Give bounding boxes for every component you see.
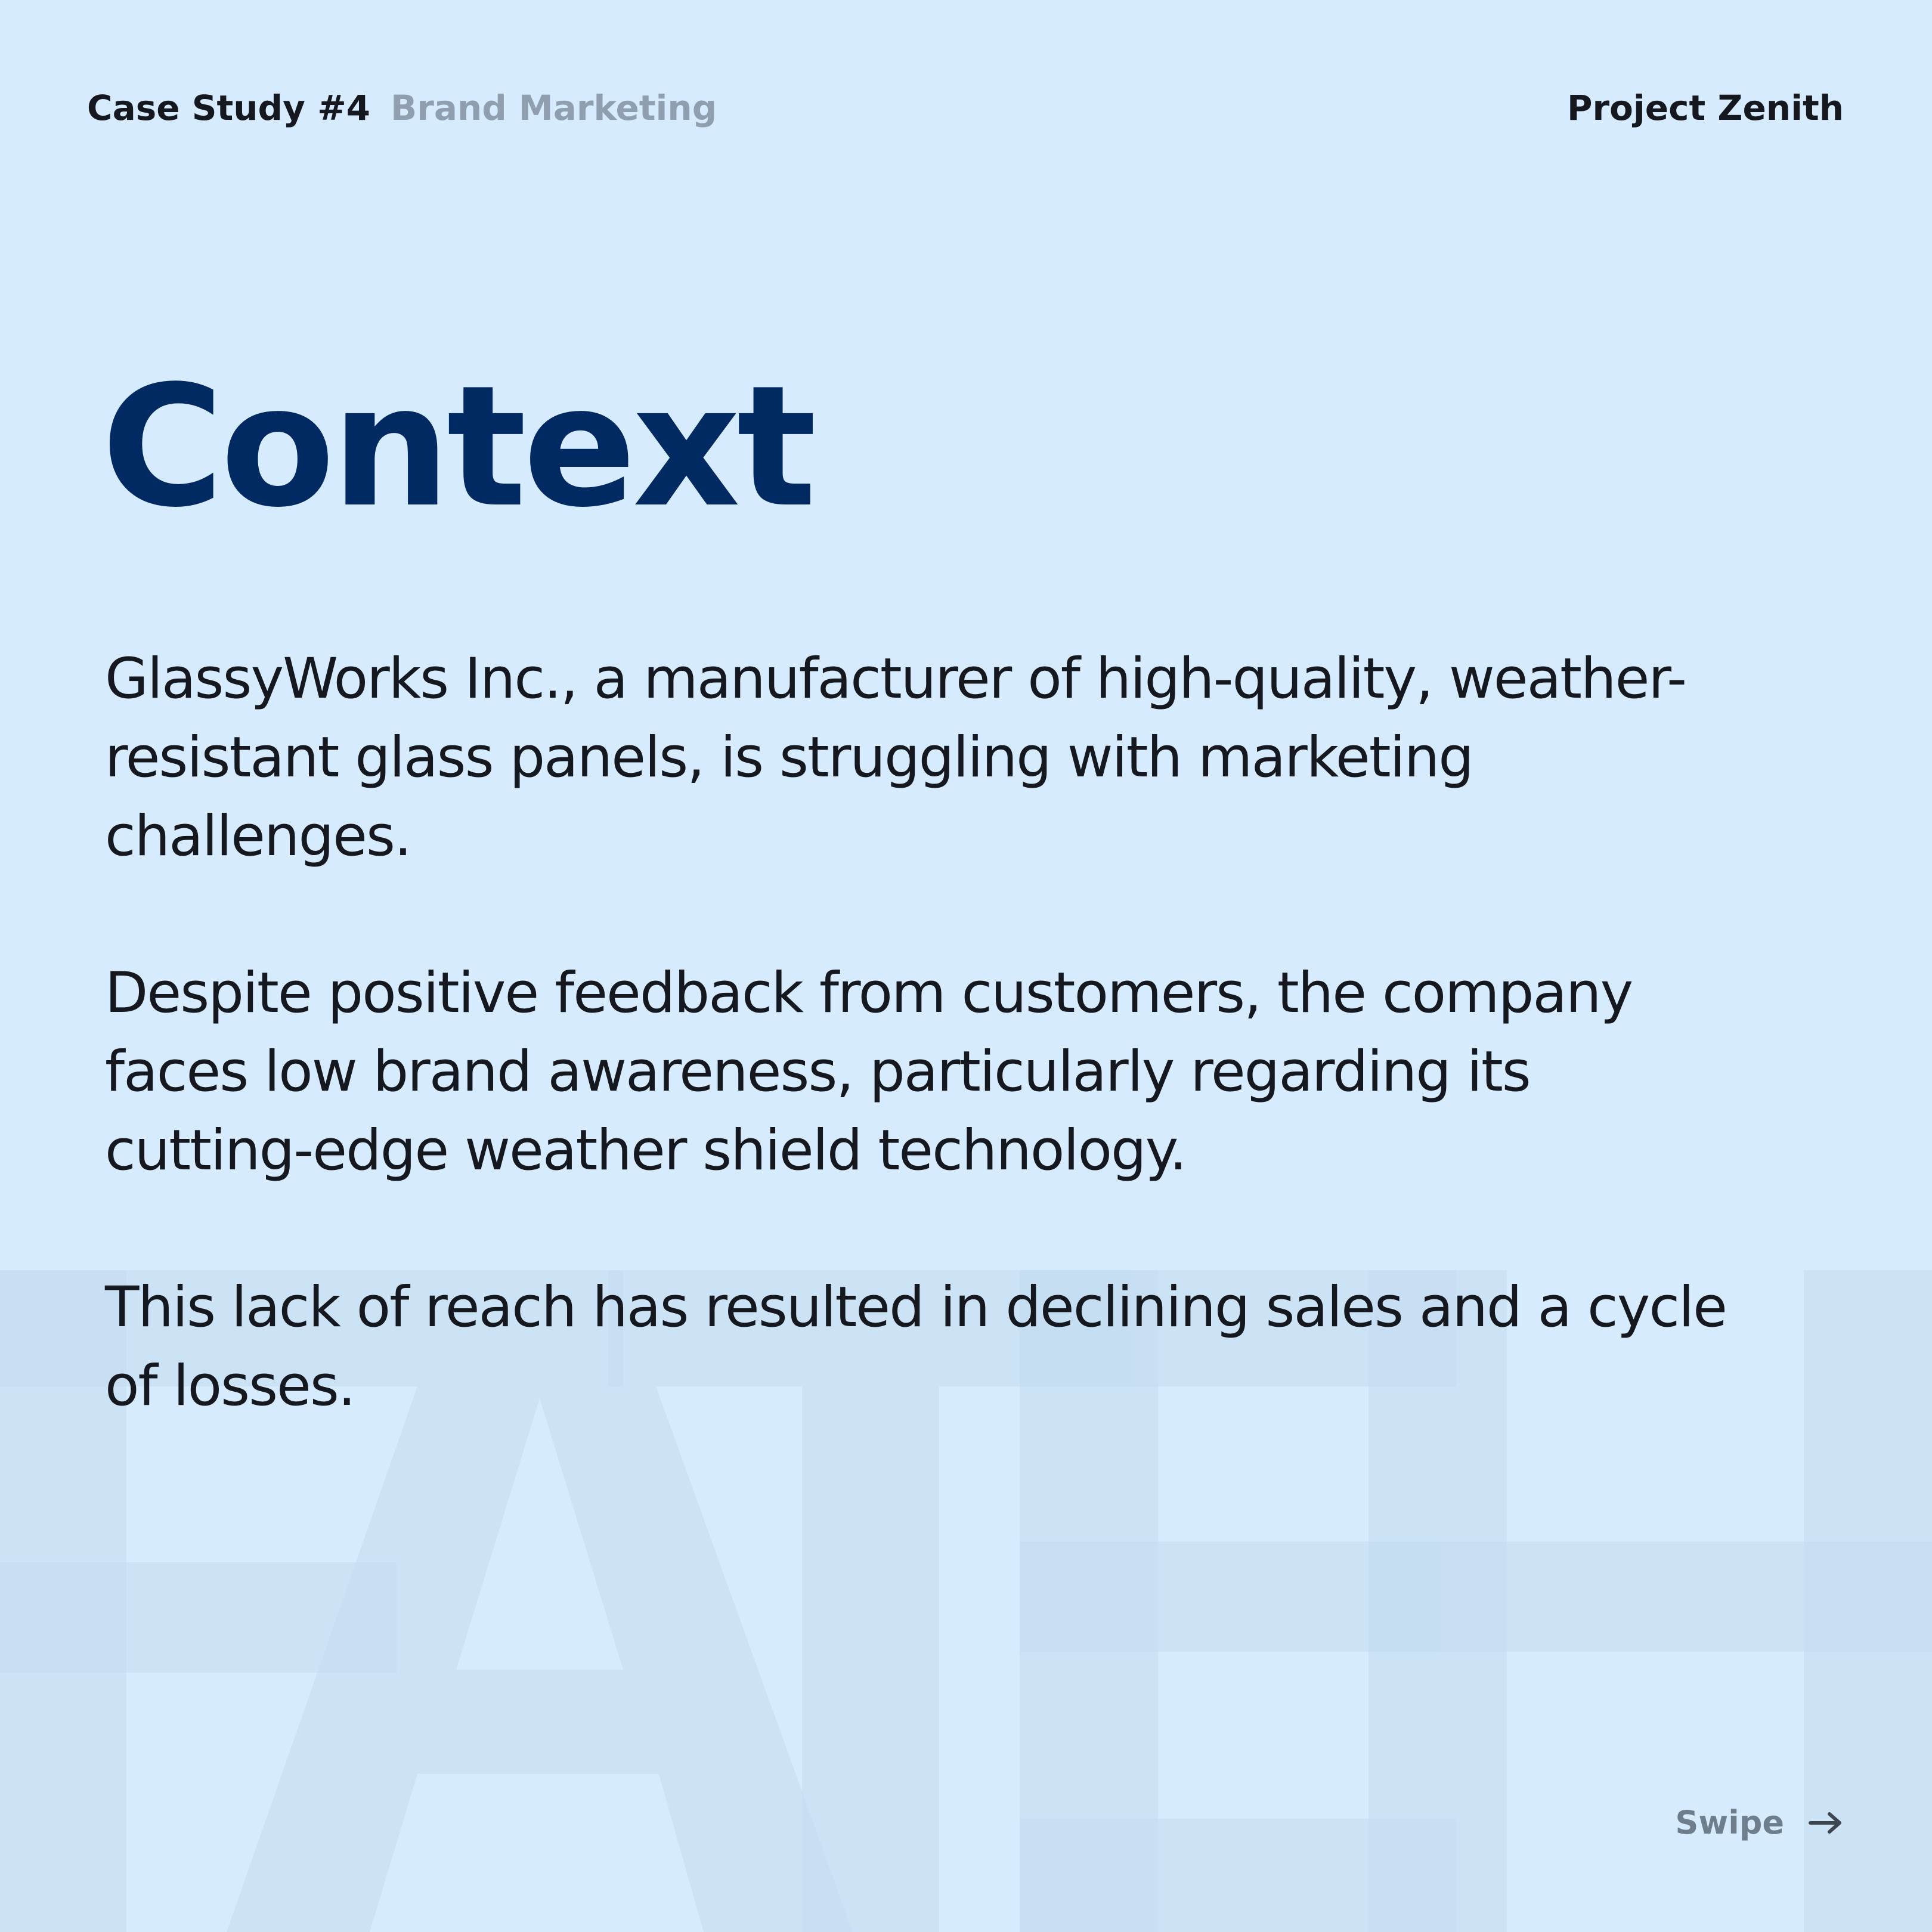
project-name: Project Zenith xyxy=(1566,88,1844,128)
case-study-number: Case Study #4 xyxy=(87,88,371,128)
context-body xyxy=(105,640,1751,1504)
page-title: Context xyxy=(101,350,813,544)
arrow-right-icon xyxy=(1808,1811,1844,1835)
swipe-label: Swipe xyxy=(1675,1804,1784,1841)
case-study-category: Brand Marketing xyxy=(391,88,717,128)
context-paragraph-2: Despite positive feedback from customers, the company faces low brand awareness, particularly regarding its cutting-edge weather shield technology. xyxy=(105,961,1633,1183)
context-paragraph-3: This lack of reach has resulted in declining sales and a cycle of losses. xyxy=(105,1275,1726,1419)
swipe-button[interactable] xyxy=(1675,1802,1844,1844)
case-study-header xyxy=(87,87,717,129)
context-paragraph-1: GlassyWorks Inc., a manufacturer of high-quality, weather-resistant glass panels, is struggling with marketing challenges. xyxy=(105,646,1686,869)
